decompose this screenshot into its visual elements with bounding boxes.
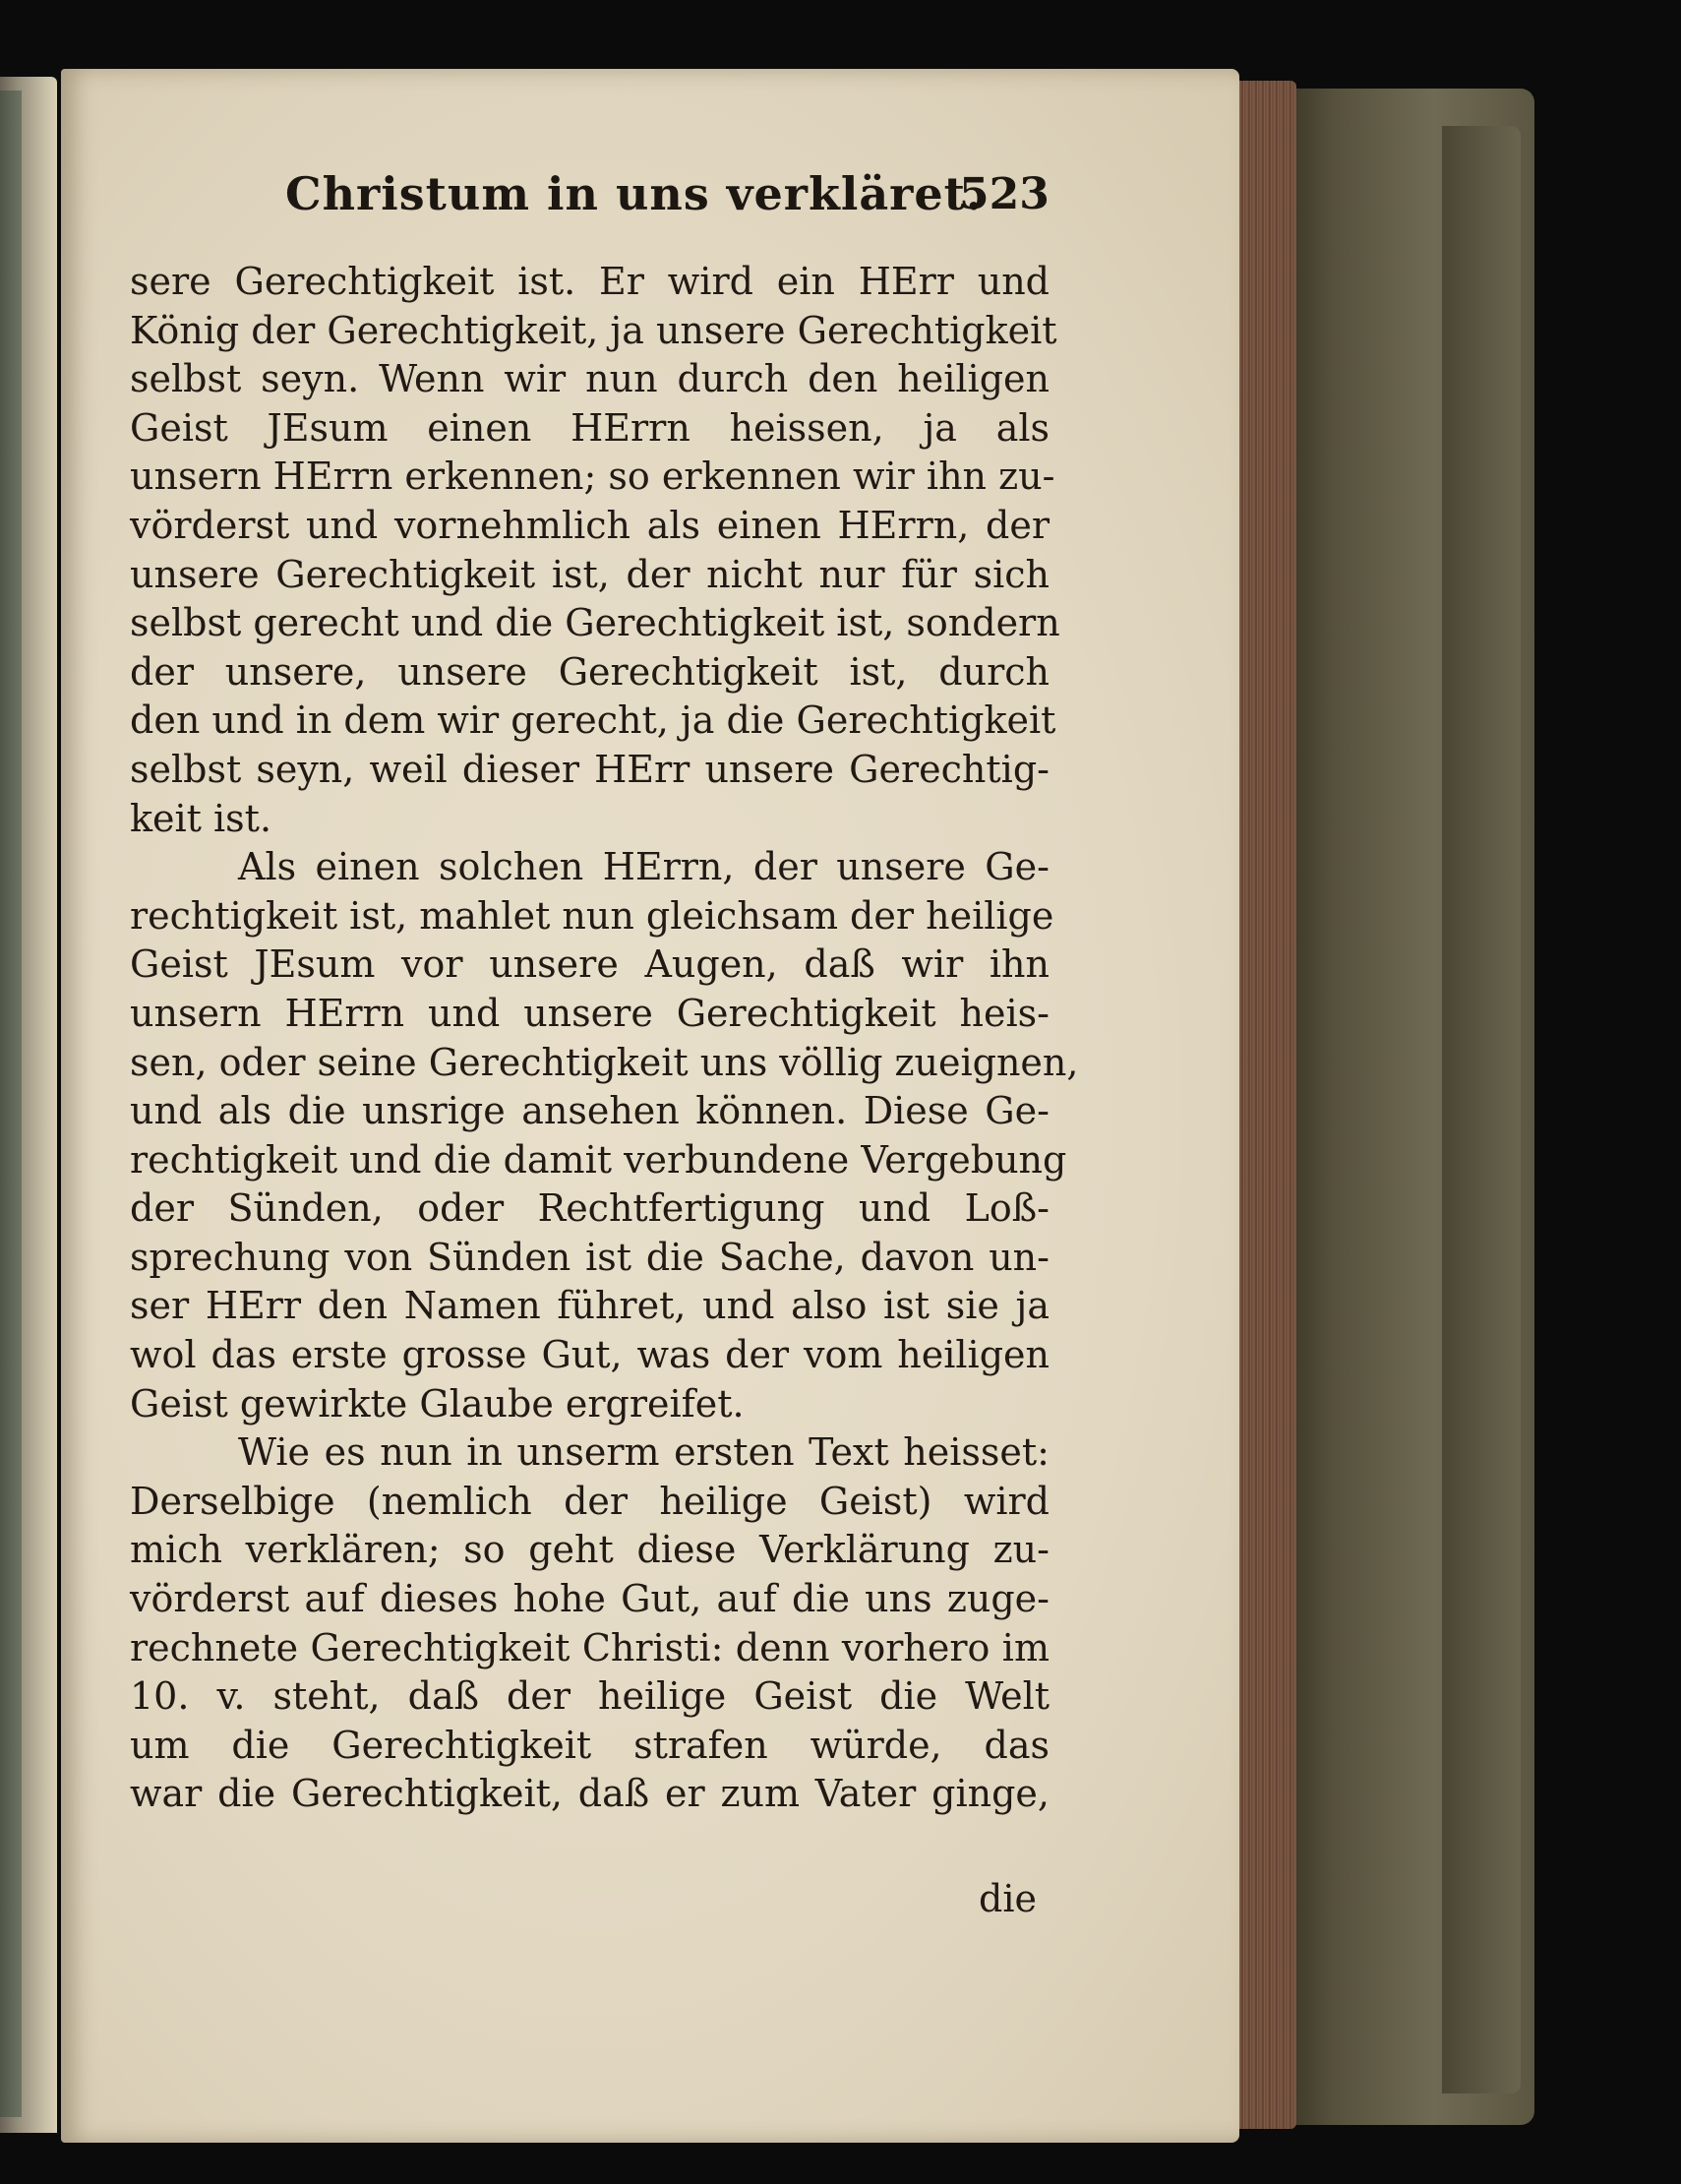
text-line: den und in dem wir gerecht, ja die Gerechtigkeit [130, 698, 1056, 743]
text-line: Derselbige (nemlich der heilige Geist) wird [130, 1479, 1050, 1523]
text-block-edge [1237, 81, 1296, 2129]
text-line: unsern HErrn erkennen; so erkennen wir ihn zu- [130, 455, 1055, 499]
text-line: sen, oder seine Gerechtigkeit uns völlig zueignen, [130, 1040, 1079, 1084]
text-line: rechtigkeit ist, mahlet nun gleichsam der heilige [130, 893, 1054, 938]
text-line: selbst seyn, weil dieser HErr unsere Gerechtig- [130, 747, 1050, 791]
text-line: Geist JEsum einen HErrn heissen, ja als [130, 405, 1050, 450]
text-line: um die Gerechtigkeit strafen würde, das [130, 1723, 1050, 1767]
catchword: die [979, 1877, 1037, 1920]
text-line: sprechung von Sünden ist die Sache, davon un- [130, 1235, 1050, 1279]
text-line: keit ist. [130, 796, 272, 840]
text-line: vörderst auf dieses hohe Gut, auf die uns zuge- [130, 1577, 1050, 1621]
left-cover-board [0, 91, 22, 2117]
body-text [130, 258, 1079, 1819]
text-line: unsern HErrn und unsere Gerechtigkeit heis- [130, 991, 1050, 1035]
back-cover-inner [1442, 126, 1521, 2093]
text-line: unsere Gerechtigkeit ist, der nicht nur für sich [130, 552, 1050, 596]
text-line: Geist JEsum vor unsere Augen, daß wir ihn [130, 942, 1050, 987]
text-line: 10. v. steht, daß der heilige Geist die Welt [130, 1674, 1050, 1719]
text-line: war die Gerechtigkeit, daß er zum Vater ginge, [130, 1772, 1050, 1816]
text-line: König der Gerechtigkeit, ja unsere Gerechtigkeit [130, 308, 1057, 352]
text-line: mich verklären; so geht diese Verklärung zu- [130, 1528, 1050, 1572]
text-line: selbst gerecht und die Gerechtigkeit ist, sondern [130, 601, 1060, 645]
page-number: 523 [959, 169, 1050, 219]
text-line: selbst seyn. Wenn wir nun durch den heiligen [130, 357, 1050, 401]
text-line: Wie es nun in unserm ersten Text heisset: [238, 1430, 1050, 1475]
text-line: der Sünden, oder Rechtfertigung und Loß- [130, 1186, 1050, 1231]
text-line: Als einen solchen HErrn, der unsere Ge- [238, 845, 1050, 889]
text-line: sere Gerechtigkeit ist. Er wird ein HErr und [130, 260, 1050, 303]
text-line: und als die unsrige ansehen können. Diese Ge- [130, 1089, 1050, 1133]
text-line: vörderst und vornehmlich als einen HErrn, der [130, 503, 1050, 547]
text-line: der unsere, unsere Gerechtigkeit ist, durch [130, 649, 1050, 694]
text-line: wol das erste grosse Gut, was der vom heiligen [130, 1333, 1050, 1377]
text-line: rechtigkeit und die damit verbundene Vergebung [130, 1137, 1067, 1182]
running-head: Christum in uns verkläret. [285, 167, 983, 220]
text-line: Geist gewirkte Glaube ergreifet. [130, 1381, 745, 1426]
text-line: rechnete Gerechtigkeit Christi: denn vorhero im [130, 1625, 1050, 1669]
text-line: ser HErr den Namen führet, und also ist sie ja [130, 1284, 1050, 1328]
